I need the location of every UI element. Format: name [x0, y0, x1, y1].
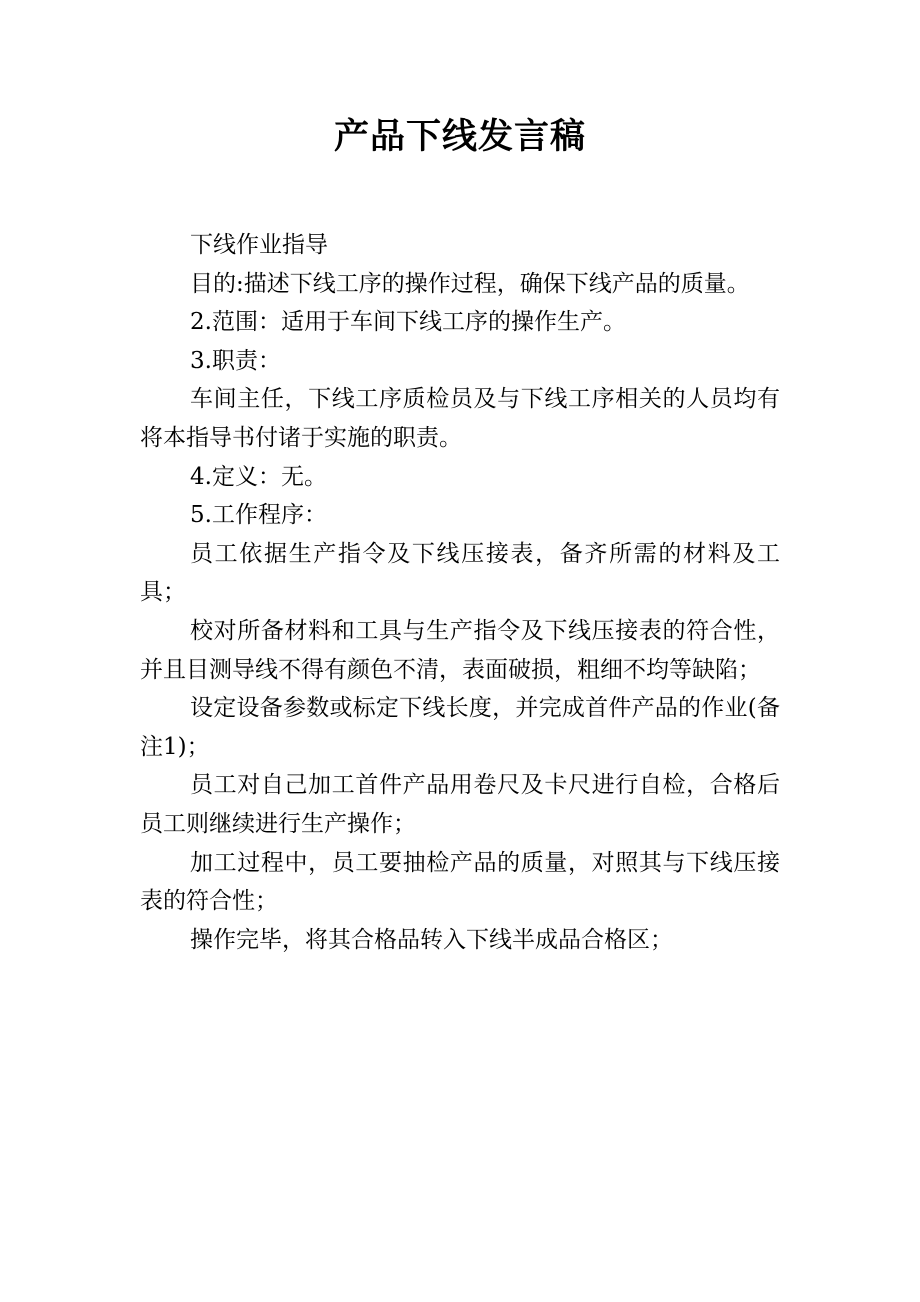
paragraph-procedure-label: 5.工作程序：: [190, 502, 327, 529]
page-title: 产品下线发言稿: [333, 117, 586, 157]
paragraph-step-1: 员工依据生产指令及下线压接表，备齐所需的材料及工具；: [140, 540, 780, 606]
paragraph-scope: 2.范围：适用于车间下线工序的操作生产。: [190, 309, 626, 336]
paragraph-heading: 下线作业指导: [190, 232, 328, 258]
paragraph-responsibility: 车间主任，下线工序质检员及与下线工序相关的人员均有将本指导书付诸于实施的职责。: [140, 386, 780, 451]
paragraph-step-3: 设定设备参数或标定下线长度，并完成首件产品的作业(备注1)；: [140, 695, 780, 760]
paragraph-step-2: 校对所备材料和工具与生产指令及下线压接表的符合性，并且目测导线不得有颜色不清，表面破损，粗细不均等缺陷；: [140, 617, 780, 683]
paragraph-step-6: 操作完毕，将其合格品转入下线半成品合格区；: [190, 926, 673, 953]
document-body: [140, 226, 780, 959]
paragraph-step-5: 加工过程中，员工要抽检产品的质量，对照其与下线压接表的符合性；: [140, 849, 780, 915]
paragraph-definition: 4.定义：无。: [190, 463, 327, 490]
paragraph-responsibility-label: 3.职责：: [190, 347, 281, 374]
paragraph-step-4: 员工对自己加工首件产品用卷尺及卡尺进行自检，合格后员工则继续进行生产操作；: [140, 772, 780, 837]
paragraph-purpose: 目的:描述下线工序的操作过程，确保下线产品的质量。: [190, 270, 750, 297]
